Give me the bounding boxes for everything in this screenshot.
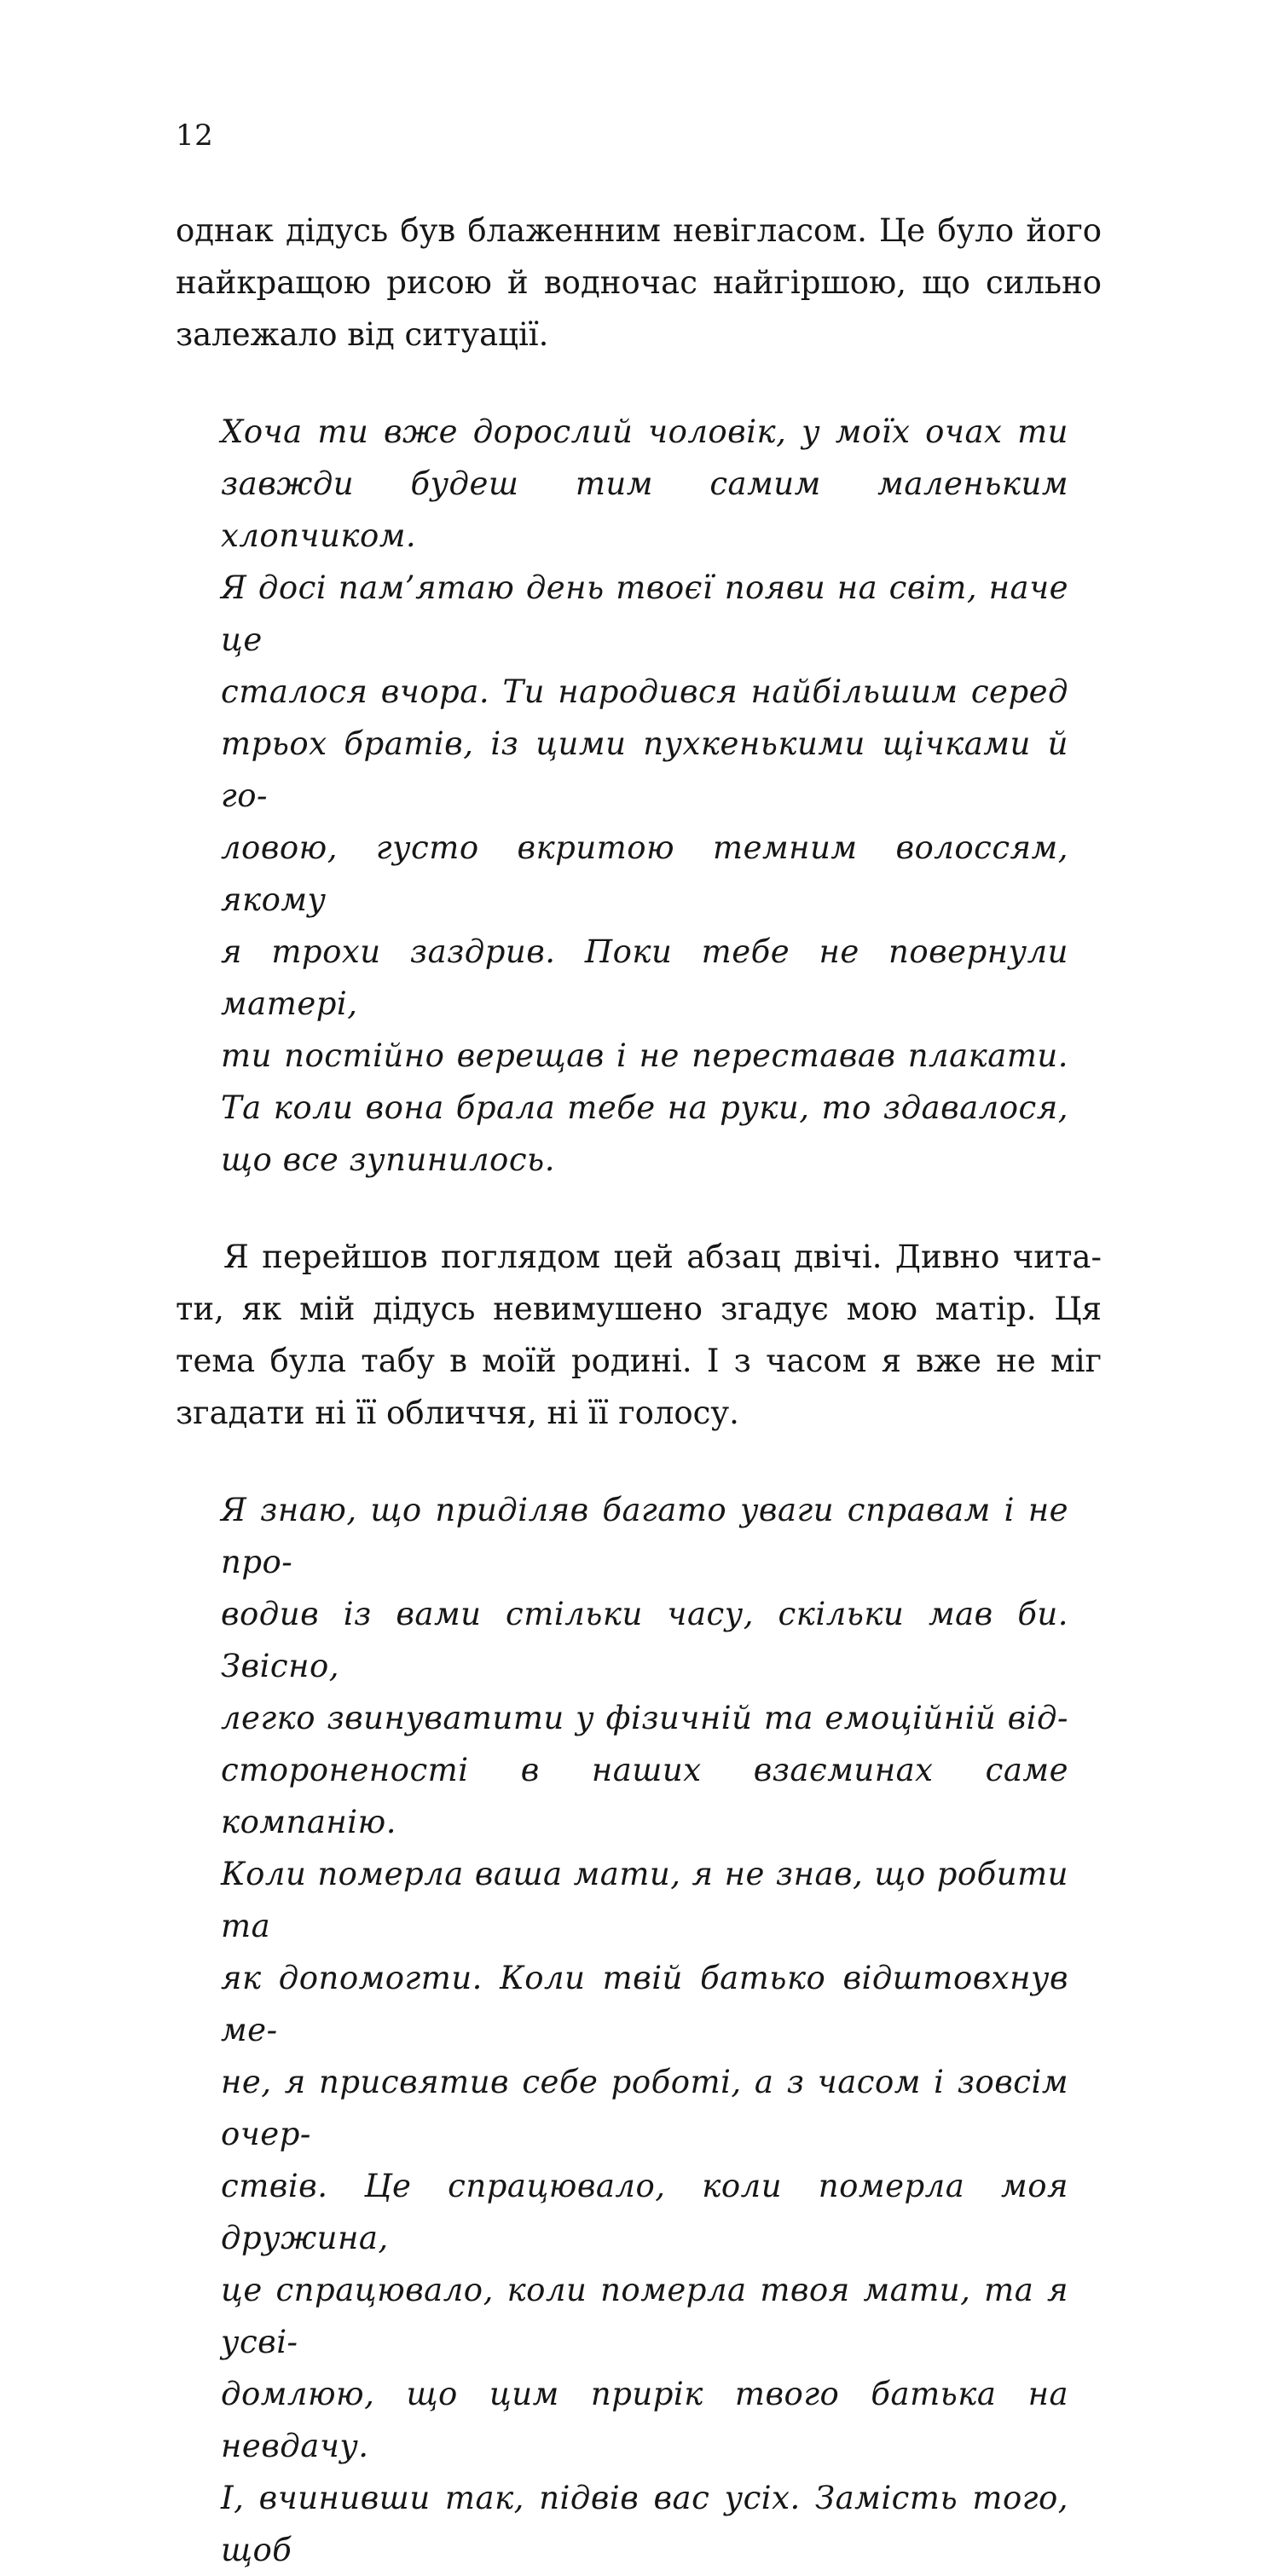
text-line: як допомогти. Коли твій батько відштовхнув ме- [221,1960,1068,2048]
text-line: це спрацювало, коли померла твоя мати, та я усві- [221,2272,1068,2360]
text-line: я трохи заздрив. Поки тебе не повернули матері, [221,933,1068,1022]
text-line: стороненості в наших взаєминах саме компанію. [221,1752,1068,1840]
text-line: що все зупинилось. [221,1141,555,1178]
text-line: домлюю, що цим прирік твого батька на невдачу. [221,2376,1068,2464]
letter-excerpt-1 [221,406,1102,1186]
body-paragraph-1 [176,205,1102,361]
text-line: Коли померла ваша мати, я не знав, що робити та [221,1856,1068,1944]
text-line: ти, як мій дідусь невимушено згадує мою матір. Ця [176,1291,1102,1327]
text-line: залежало від ситуації. [176,316,549,353]
text-line: Я перейшов поглядом цей абзац двічі. Дивно чита- [223,1239,1102,1275]
text-line: сталося вчора. Ти народився найбільшим серед [221,673,1068,710]
text-line: ти постійно верещав і не переставав плакати. [221,1037,1068,1074]
letter-excerpt-2 [221,1484,1102,2576]
text-line: не, я присвятив себе роботі, а з часом і зовсім очер- [221,2064,1068,2152]
text-line: Та коли вона брала тебе на руки, то здавалося, [221,1089,1068,1126]
text-line: Я знаю, що приділяв багато уваги справам і не про- [221,1492,1068,1580]
text-line: ствів. Це спрацювало, коли померла моя дружина, [221,2168,1068,2256]
text-line: тема була табу в моїй родині. І з часом я вже не міг [176,1343,1102,1379]
text-line: однак дідусь був блаженним невігласом. Це було його [176,212,1102,249]
text-line: водив із вами стільки часу, скільки мав би. Звісно, [221,1596,1068,1684]
text-line: І, вчинивши так, підвів вас усіх. Замість того, щоб [221,2480,1068,2568]
text-line: згадати ні її обличчя, ні її голосу. [176,1395,739,1431]
text-line: Я досі пам’ятаю день твоєї появи на світ, наче це [221,569,1068,658]
text-line: завжди будеш тим самим маленьким хлопчиком. [221,465,1068,554]
text-line: трьох братів, із цими пухкенькими щічками й го- [221,725,1068,814]
text-line: легко звинуватити у фізичній та емоційній від- [221,1700,1068,1736]
text-line: ловою, густо вкритою темним волоссям, якому [221,829,1068,918]
body-paragraph-2 [176,1231,1102,1439]
text-line: найкращою рисою й водночас найгіршою, що сильно [176,264,1102,301]
page-number: 12 [176,118,214,153]
text-line: Хоча ти вже дорослий чоловік, у моїх очах ти [221,413,1068,450]
